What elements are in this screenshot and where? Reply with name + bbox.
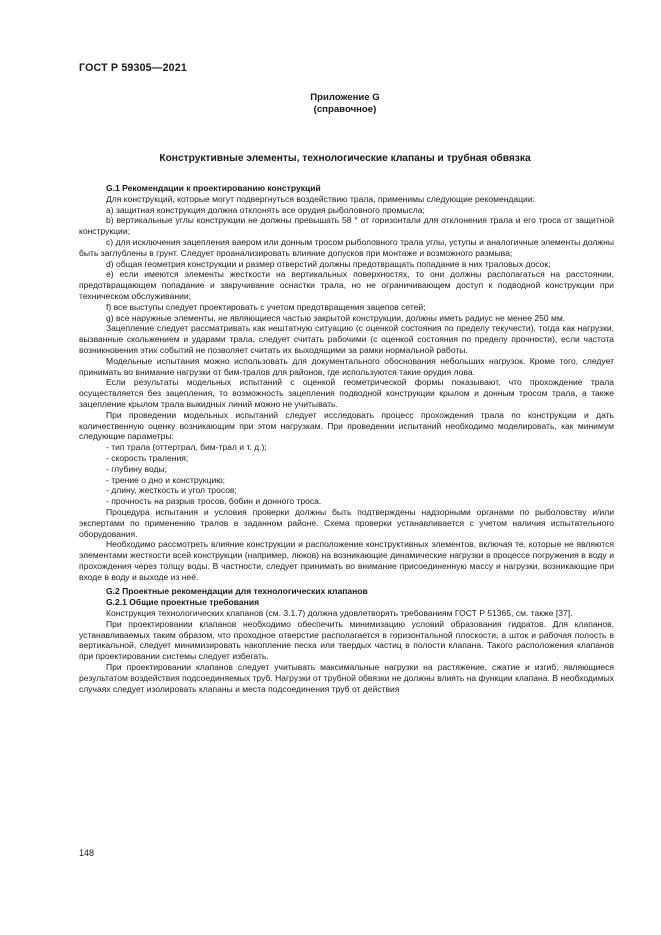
- paragraph: Модельные испытания можно использовать для документального обоснования небольших нагрузок. Кроме того, следует принимать во внимание нагрузки от бим-тралов для районов, где используются такие орудия лова.: [79, 355, 614, 377]
- parameter-item: - глубину воды;: [106, 463, 168, 474]
- list-item: f) все выступы следует проектировать с учетом предотвращения зацепов сетей;: [106, 301, 426, 312]
- paragraph: Процедура испытания и условия проверки должны быть подтверждены надзорными органами по рыболовству и/или экспертами по применению тралов в заданном районе. Схема проверки устанавливается с учетом наличия испытательного оборудования.: [79, 506, 614, 539]
- list-item: b) вертикальные углы конструкции не должны превышать 58 ° от горизонтали для отклонения трала и его троса от защитной конструкции;: [79, 215, 614, 237]
- paragraph: Для конструкций, которые могут подвергнуться воздействию трала, применимы следующие рекомендации:: [106, 193, 535, 204]
- parameter-list: [79, 442, 614, 507]
- list-item: c) для исключения зацепления ваером или донным тросом рыболовного трала углы, уступы и аналогичные элементы должны быть заглублены в грунт. Следует проанализировать влияние допусков при монтаже и возможного размыва;: [79, 236, 614, 258]
- chapter-title: Конструктивные элементы, технологические клапаны и трубная обвязка: [159, 153, 531, 164]
- list-item: a) защитная конструкция должна отклонять все орудия рыболовного промысла;: [106, 204, 425, 215]
- parameter-item: - скорость траления;: [106, 452, 189, 463]
- paragraph: Зацепление следует рассматривать как нештатную ситуацию (с оценкой состояния по пределу текучести), тогда как нагрузки, вызванные скольжением и ударами трала, следует считать рабочими (с оценкой состояния по пределу прочности), если частота возникновения этих событий не позволяет считать их выходящими за рамки нормальной работы.: [79, 323, 614, 355]
- page-number: 148: [79, 848, 95, 858]
- list-item: d) общая геометрия конструкции и размер отверстий должны предотвращать попадание в них траловых досок;: [106, 258, 551, 269]
- parameter-item: - тип трала (оттертрал, бим-трал и т. д.);: [106, 442, 267, 453]
- annex-title: Приложение G: [310, 92, 380, 103]
- annex-type: (справочное): [313, 104, 377, 115]
- document-body: [79, 183, 614, 694]
- paragraph: При проектировании клапанов необходимо обеспечить минимизацию условий образования гидратов. Для клапанов, устанавливаемых таким образом, что проходное отверстие располагается в горизонтальной плоскости, а шток и рабочая полость в вертикальной, следует минимизировать накопление песка или твердых частиц в полости клапана. Такого расположения клапанов при проектировании системы следует избегать.: [79, 618, 614, 662]
- section-heading-g1: G.1 Рекомендации к проектированию конструкций: [106, 183, 321, 193]
- subsection-heading-g2-1: G.2.1 Общие проектные требования: [106, 597, 260, 608]
- parameter-item: - трение о дно и конструкцию;: [106, 474, 225, 485]
- paragraph: При проведении модельных испытаний следует исследовать процесс прохождения трала по конструкции и дать количественную оценку возникающим при этом нагрузкам. При проведении испытаний необходимо моделировать, как минимум следующие параметры:: [79, 409, 614, 442]
- paragraph: Необходимо рассмотреть влияние конструкции и расположение конструктивных элементов, включая те, которые не являются элементами жесткости всей конструкции (например, люков) на возникающие динамические нагрузки в процессе погружения в воду и прохождения через толщу воды. В частности, следует принимать во внимание присоединенную массу и нагрузки, возникающие при входе в воду и выходе из неё.: [79, 539, 614, 582]
- list-item: g) все наружные элементы, не являющиеся частью закрытой конструкции, должны иметь радиус не менее 250 мм.: [106, 312, 566, 323]
- section-heading-g2: G.2 Проектные рекомендации для технологических клапанов: [106, 586, 368, 597]
- paragraph: При проектировании клапанов следует учитывать максимальные нагрузки на растяжение, сжатие и изгиб, являющиеся результатом воздействия подсоединяемых труб. Нагрузки от трубной обвязки не должны влиять на функции клапана. В необходимых случаях следует изолировать клапаны и места подсоединения труб от действия: [79, 662, 614, 694]
- parameter-item: - длину, жесткость и угол тросов;: [106, 485, 237, 496]
- paragraph: Если результаты модельных испытаний с оценкой геометрической формы показывают, что прохождение трала осуществляется без зацепления, то возможность зацепления подводной конструкции крылом и донным тросом трала, а также зацепление крылом трала выкидных линий можно не учитывать.: [79, 377, 614, 409]
- standard-code: ГОСТ Р 59305—2021: [79, 62, 187, 74]
- paragraph: Конструкция технологических клапанов (см. 3.1.7) должна удовлетворять требованиям ГОСТ Р 51365, см. также [37].: [106, 608, 573, 619]
- list-item: e) если имеются элементы жесткости на вертикальных поверхностях, то они должны располагаться на расстоянии, предотвращающем попадание и закручивание оснастки трала, но не ограничивающем доступ к подводной конструкции при техническом обслуживании;: [79, 269, 614, 301]
- parameter-item: - прочность на разрыв тросов, бобин и донного троса.: [106, 496, 322, 507]
